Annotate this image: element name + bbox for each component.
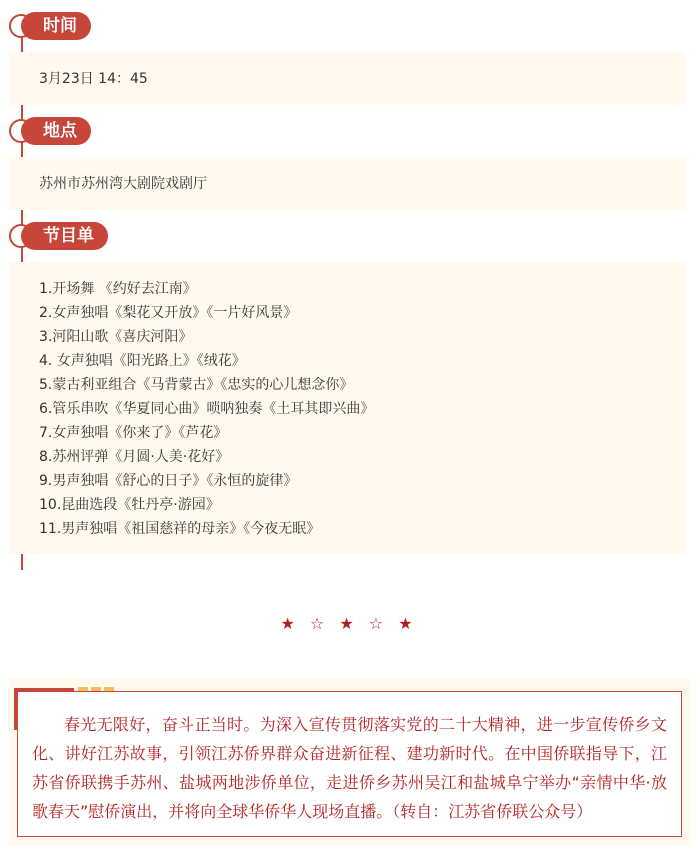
program-list [39, 277, 686, 541]
program-item: 4. 女声独唱《阳光路上》《绒花》 [39, 353, 246, 369]
program-item: 9.男声独唱《舒心的日子》《永恒的旋律》 [39, 473, 298, 489]
star-icon: ★ [339, 614, 359, 633]
star-icon: ★ [398, 614, 418, 633]
program-item: 7.女声独唱《你来了》《芦花》 [39, 425, 228, 441]
section-title-program: 节目单 [21, 222, 108, 250]
program-item: 1.开场舞 《约好去江南》 [39, 281, 197, 297]
section-title-time: 时间 [21, 12, 91, 40]
program-box [9, 262, 686, 554]
program-item: 8.苏州评弹《月圆·人美·花好》 [39, 449, 230, 465]
star-divider [0, 612, 698, 636]
star-outline-icon: ☆ [309, 614, 330, 633]
program-item: 10.昆曲选段《牡丹亭·游园》 [39, 497, 220, 513]
program-item: 5.蒙古利亚组合《马背蒙古》《忠实的心儿想念你》 [39, 377, 354, 393]
intro-text: 春光无限好，奋斗正当时。为深入宣传贯彻落实党的二十大精神，进一步宣传侨乡文化、讲好江苏故事，引领江苏侨界群众奋进新征程、建功新时代。在中国侨联指导下，江苏省侨联携手苏州、盐城两地涉侨单位，走进侨乡苏州吴江和盐城阜宁举办“亲情中华·放歌春天”慰侨演出，并将向全球华侨华人现场直播。（转自：江苏省侨联公众号） [32, 715, 667, 821]
star-outline-icon: ☆ [368, 614, 389, 633]
star-icon: ★ [280, 614, 300, 633]
intro-card [17, 691, 682, 837]
time-value: 3月23日 14：45 [39, 71, 148, 87]
location-box [9, 157, 686, 210]
program-item: 3.河阳山歌《喜庆河阳》 [39, 329, 193, 345]
section-title-location: 地点 [21, 117, 91, 145]
location-value: 苏州市苏州湾大剧院戏剧厅 [39, 176, 207, 192]
time-box [9, 52, 686, 105]
program-item: 6.管乐串吹《华夏同心曲》唢呐独奏《土耳其即兴曲》 [39, 401, 375, 417]
program-item: 2.女声独唱《梨花又开放》《一片好风景》 [39, 305, 298, 321]
program-item: 11.男声独唱《祖国慈祥的母亲》《今夜无眠》 [39, 521, 321, 537]
